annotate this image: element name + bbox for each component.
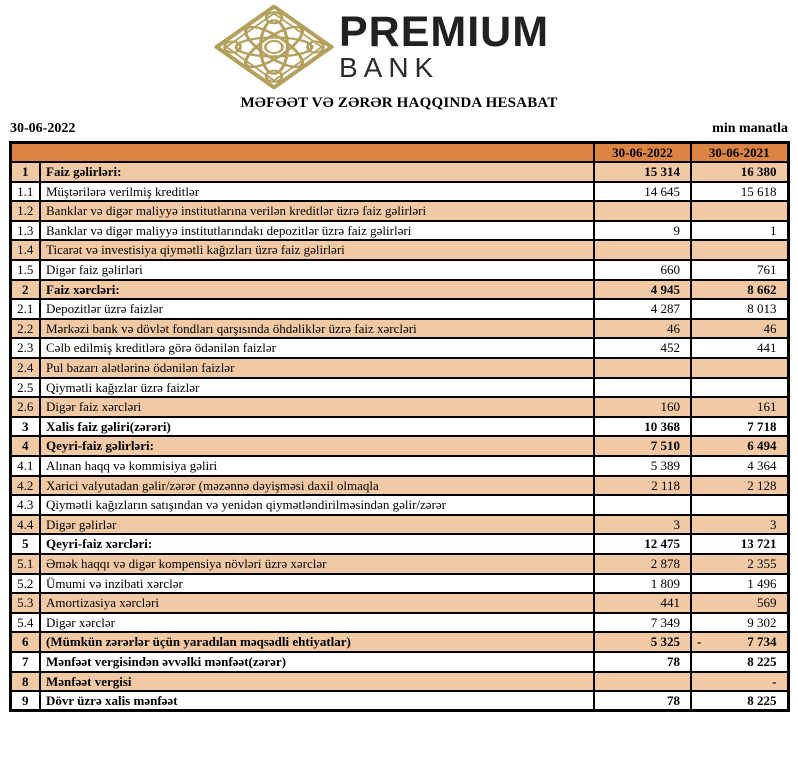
row-label: Xarici valyutadan gəlir/zərər (məzənnə dəyişməsi daxil olmaqla bbox=[40, 476, 594, 496]
value-2022: 9 bbox=[594, 221, 691, 241]
table-row bbox=[10, 182, 788, 202]
brand-text bbox=[338, 8, 550, 83]
row-label: Pul bazarı alətlərinə ödənilən faizlər bbox=[40, 358, 594, 378]
income-statement-table bbox=[9, 141, 790, 712]
value-2021: 9 302 bbox=[691, 613, 788, 633]
row-number: 1 bbox=[10, 162, 40, 182]
value-2022: 660 bbox=[594, 260, 691, 280]
value-2021: 2 355 bbox=[691, 554, 788, 574]
row-number: 8 bbox=[10, 672, 40, 692]
value-2022: 441 bbox=[594, 593, 691, 613]
row-number: 3 bbox=[10, 417, 40, 437]
value-2021 bbox=[691, 201, 788, 221]
value-2021: 761 bbox=[691, 260, 788, 280]
value-2022: 5 325 bbox=[594, 632, 691, 652]
table-row bbox=[10, 378, 788, 398]
row-number: 9 bbox=[10, 691, 40, 711]
table-row bbox=[10, 221, 788, 241]
row-label: Mərkəzi bank və dövlət fondları qarşısında öhdəliklər üzrə faiz xərcləri bbox=[40, 319, 594, 339]
value-2021: 2 128 bbox=[691, 476, 788, 496]
table-row bbox=[10, 672, 788, 692]
header-col-2021: 30-06-2021 bbox=[691, 143, 788, 163]
celtic-knot-icon bbox=[213, 4, 335, 90]
value-2021: 8 225 bbox=[691, 652, 788, 672]
row-number: 5.1 bbox=[10, 554, 40, 574]
table-row bbox=[10, 515, 788, 535]
value-2021: - bbox=[691, 672, 788, 692]
table-row bbox=[10, 240, 788, 260]
report-meta bbox=[0, 121, 798, 137]
row-label: Digər faiz xərcləri bbox=[40, 397, 594, 417]
row-label: Ümumi və inzibati xərclər bbox=[40, 574, 594, 594]
row-number: 2.6 bbox=[10, 397, 40, 417]
report-date: 30-06-2022 bbox=[10, 121, 76, 136]
brand-subname: BANK bbox=[338, 52, 440, 83]
value-2022: 14 645 bbox=[594, 182, 691, 202]
brand-name: PREMIUM bbox=[338, 8, 550, 56]
table-row bbox=[10, 593, 788, 613]
table-row bbox=[10, 476, 788, 496]
row-label: Banklar və digər maliyyə institutlarına verilən kreditlər üzrə faiz gəlirləri bbox=[40, 201, 594, 221]
value-2022: 160 bbox=[594, 397, 691, 417]
value-2022: 1 809 bbox=[594, 574, 691, 594]
report-title: MƏFƏƏT VƏ ZƏRƏR HAQQINDA HESABAT bbox=[240, 95, 558, 111]
table-row bbox=[10, 554, 788, 574]
row-number: 2.3 bbox=[10, 338, 40, 358]
table-row bbox=[10, 319, 788, 339]
row-number: 5 bbox=[10, 534, 40, 554]
value-2021 bbox=[691, 495, 788, 515]
row-label: Xalis faiz gəliri(zərəri) bbox=[40, 417, 594, 437]
row-number: 1.1 bbox=[10, 182, 40, 202]
value-2022: 2 118 bbox=[594, 476, 691, 496]
row-label: Ticarət və investisiya qiymətli kağızları üzrə faiz gəlirləri bbox=[40, 240, 594, 260]
row-label: Digər faiz gəlirləri bbox=[40, 260, 594, 280]
value-2021: 15 618 bbox=[691, 182, 788, 202]
value-2022: 12 475 bbox=[594, 534, 691, 554]
row-number: 1.3 bbox=[10, 221, 40, 241]
value-2021: 4 364 bbox=[691, 456, 788, 476]
value-2021: 16 380 bbox=[691, 162, 788, 182]
row-number: 2.4 bbox=[10, 358, 40, 378]
table-row bbox=[10, 495, 788, 515]
value-2021: 8 013 bbox=[691, 299, 788, 319]
value-2021: 1 bbox=[691, 221, 788, 241]
value-2021: 46 bbox=[691, 319, 788, 339]
row-number: 5.2 bbox=[10, 574, 40, 594]
row-label: Digər gəlirlər bbox=[40, 515, 594, 535]
row-label: Mənfəət vergisi bbox=[40, 672, 594, 692]
table-row bbox=[10, 436, 788, 456]
row-number: 4.4 bbox=[10, 515, 40, 535]
row-label: Qeyri-faiz xərcləri: bbox=[40, 534, 594, 554]
row-label: Faiz gəlirləri: bbox=[40, 162, 594, 182]
value-2022 bbox=[594, 240, 691, 260]
row-label: Banklar və digər maliyyə institutlarındakı depozitlər üzrə faiz gəlirləri bbox=[40, 221, 594, 241]
table-row bbox=[10, 632, 788, 652]
row-label: Alınan haqq və kommisiya gəliri bbox=[40, 456, 594, 476]
row-label: Müştərilərə verilmiş kreditlər bbox=[40, 182, 594, 202]
row-number: 1.2 bbox=[10, 201, 40, 221]
value-2022: 452 bbox=[594, 338, 691, 358]
value-2021: 7 718 bbox=[691, 417, 788, 437]
negative-sign: - bbox=[697, 634, 702, 650]
table-row bbox=[10, 534, 788, 554]
value-2021: 3 bbox=[691, 515, 788, 535]
header-col-2022: 30-06-2022 bbox=[594, 143, 691, 163]
row-number: 6 bbox=[10, 632, 40, 652]
row-number: 4.1 bbox=[10, 456, 40, 476]
value-2022: 4 287 bbox=[594, 299, 691, 319]
value-2022 bbox=[594, 201, 691, 221]
value-2021: 6 494 bbox=[691, 436, 788, 456]
row-number: 2 bbox=[10, 280, 40, 300]
table-row bbox=[10, 652, 788, 672]
row-label: Qiymətli kağızların satışından və yenidən qiymətləndirilməsindən gəlir/zərər bbox=[40, 495, 594, 515]
value-2022: 5 389 bbox=[594, 456, 691, 476]
row-label: Əmək haqqı və digər kompensiya növləri üzrə xərclər bbox=[40, 554, 594, 574]
value-2021 bbox=[691, 378, 788, 398]
row-label: Qiymətli kağızlar üzrə faizlər bbox=[40, 378, 594, 398]
table-row bbox=[10, 280, 788, 300]
value-2022 bbox=[594, 495, 691, 515]
row-number: 2.5 bbox=[10, 378, 40, 398]
value-2021: 161 bbox=[691, 397, 788, 417]
table-row bbox=[10, 162, 788, 182]
row-label: Amortizasiya xərcləri bbox=[40, 593, 594, 613]
row-label: Dövr üzrə xalis mənfəət bbox=[40, 691, 594, 711]
row-number: 4.3 bbox=[10, 495, 40, 515]
table-row bbox=[10, 417, 788, 437]
value-2022: 10 368 bbox=[594, 417, 691, 437]
header-empty-cell bbox=[10, 143, 594, 163]
bank-logo bbox=[0, 0, 780, 92]
row-number: 1.5 bbox=[10, 260, 40, 280]
table-row bbox=[10, 691, 788, 711]
row-label: Qeyri-faiz gəlirləri: bbox=[40, 436, 594, 456]
value-2022: 2 878 bbox=[594, 554, 691, 574]
row-number: 5.3 bbox=[10, 593, 40, 613]
row-number: 5.4 bbox=[10, 613, 40, 633]
value-2022: 3 bbox=[594, 515, 691, 535]
value-2022 bbox=[594, 378, 691, 398]
value-2022: 15 314 bbox=[594, 162, 691, 182]
value-2022: 78 bbox=[594, 691, 691, 711]
table-row bbox=[10, 201, 788, 221]
value-2021: 441 bbox=[691, 338, 788, 358]
row-label: Depozitlər üzrə faizlər bbox=[40, 299, 594, 319]
table-row bbox=[10, 358, 788, 378]
value-2022: 4 945 bbox=[594, 280, 691, 300]
row-number: 4.2 bbox=[10, 476, 40, 496]
row-label: Mənfəət vergisindən əvvəlki mənfəət(zərər) bbox=[40, 652, 594, 672]
value-2021 bbox=[691, 240, 788, 260]
value-2021: 1 496 bbox=[691, 574, 788, 594]
value-2022: 46 bbox=[594, 319, 691, 339]
value-2021: 8 662 bbox=[691, 280, 788, 300]
value-2022 bbox=[594, 358, 691, 378]
table-row bbox=[10, 299, 788, 319]
table-header-row bbox=[10, 143, 788, 163]
row-number: 7 bbox=[10, 652, 40, 672]
value-2021-amount: 7 734 bbox=[747, 634, 777, 650]
value-2021: 8 225 bbox=[691, 691, 788, 711]
table-row bbox=[10, 574, 788, 594]
value-2021 bbox=[691, 358, 788, 378]
table-row bbox=[10, 456, 788, 476]
value-2021: 569 bbox=[691, 593, 788, 613]
value-2022 bbox=[594, 672, 691, 692]
table-row bbox=[10, 260, 788, 280]
table-row bbox=[10, 338, 788, 358]
row-number: 4 bbox=[10, 436, 40, 456]
value-2022: 7 510 bbox=[594, 436, 691, 456]
row-label: (Mümkün zərərlər üçün yaradılan məqsədli ehtiyatlar) bbox=[40, 632, 594, 652]
row-number: 2.1 bbox=[10, 299, 40, 319]
value-2021: 13 721 bbox=[691, 534, 788, 554]
value-2022: 78 bbox=[594, 652, 691, 672]
value-2021 bbox=[691, 632, 788, 652]
row-label: Cəlb edilmiş kreditlərə görə ödənilən faizlər bbox=[40, 338, 594, 358]
row-number: 2.2 bbox=[10, 319, 40, 339]
table-row bbox=[10, 397, 788, 417]
row-label: Faiz xərcləri: bbox=[40, 280, 594, 300]
row-number: 1.4 bbox=[10, 240, 40, 260]
table-row bbox=[10, 613, 788, 633]
row-label: Digər xərclər bbox=[40, 613, 594, 633]
value-2022: 7 349 bbox=[594, 613, 691, 633]
unit-note: min manatla bbox=[712, 121, 788, 136]
